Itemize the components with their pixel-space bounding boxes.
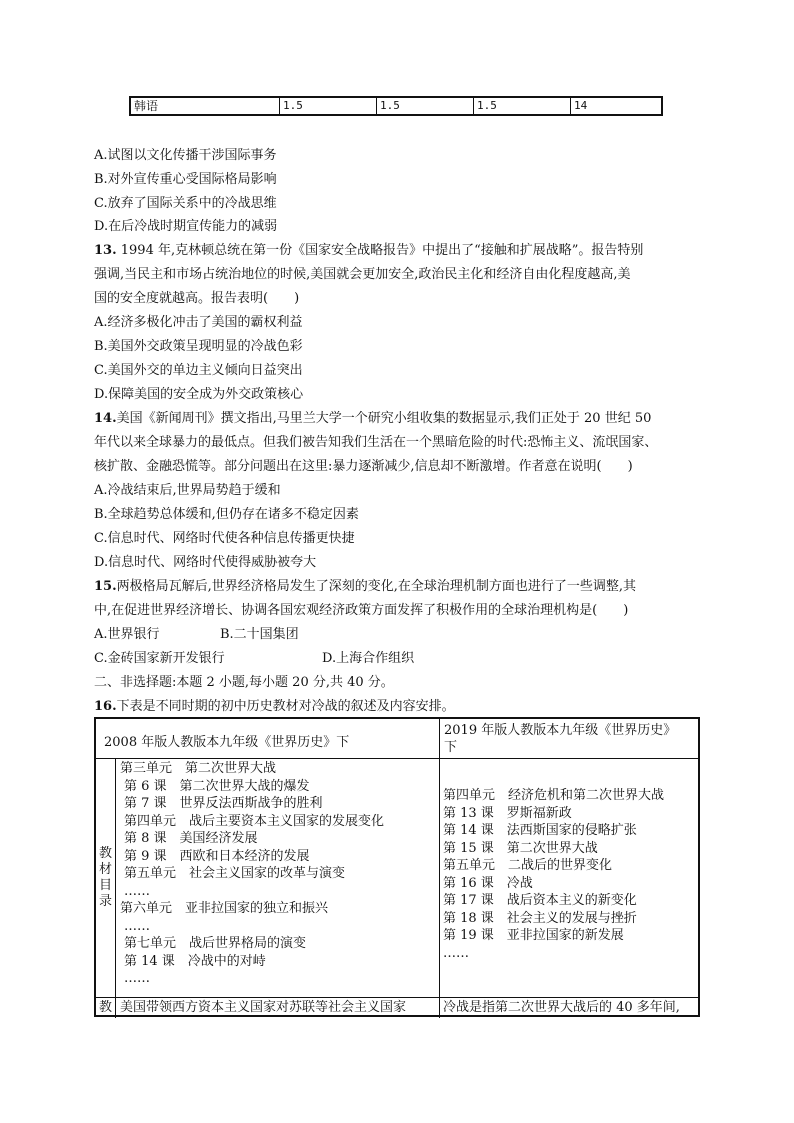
- section-heading: 二、非选择题:本题 2 小题,每小题 20 分,共 40 分。: [94, 675, 394, 690]
- q12-option-d: D.在后冷战时期宣传能力的减弱: [94, 219, 278, 234]
- list-item: 第 19 课 亚非拉国家的新发展: [443, 928, 624, 943]
- table-cell: 1.5: [280, 97, 377, 115]
- table-row-content: [96, 997, 698, 1017]
- list-item: 第 8 课 美国经济发展: [124, 831, 258, 846]
- table-cell: 14: [571, 97, 663, 115]
- list-item: 第 15 课 第二次世界大战: [443, 840, 598, 856]
- list-item: 第 6 课 第二次世界大战的爆发: [124, 778, 310, 794]
- q13-number: 13.: [94, 243, 117, 258]
- list-item: 第 7 课 世界反法西斯战争的胜利: [124, 796, 323, 811]
- list-item: 第五单元 二战后的世界变化: [443, 858, 613, 873]
- q16-stem: [94, 697, 455, 717]
- language-table: [129, 96, 663, 116]
- q15-option-a: A.世界银行: [94, 627, 160, 642]
- q13-stem-line-2: 强调,当民主和市场占统治地位的时候,美国就会更加安全,政治民主化和经济自由化程度越高,美: [94, 267, 631, 282]
- q15-stem-text: 两极格局瓦解后,世界经济格局发生了深刻的变化,在全球治理机制方面也进行了一些调整,其: [116, 579, 637, 594]
- q14-stem-line-2: 年代以来全球暴力的最低点。但我们被告知我们生活在一个黑暗危险的时代:恐怖主义、流氓国家、: [94, 435, 658, 450]
- q16-number: 16.: [94, 699, 117, 714]
- list-item: 第 14 课 冷战中的对峙: [124, 953, 266, 969]
- list-item: 第三单元 第二次世界大战: [120, 761, 277, 776]
- list-item: 第四单元 经济危机和第二次世界大战: [443, 788, 665, 803]
- list-item: ……: [124, 918, 150, 934]
- q13-option-d: D.保障美国的安全成为外交政策核心: [94, 387, 304, 402]
- list-item: 第 18 课 社会主义的发展与挫折: [443, 910, 637, 926]
- q14-option-b: B.全球趋势总体缓和,但仍存在诸多不稳定因素: [94, 507, 359, 522]
- table-header-2019: [440, 719, 698, 759]
- q13-stem-line-1: [94, 241, 643, 261]
- table-cell: 1.5: [474, 97, 571, 115]
- content-2019-cell: 冷战是指第二次世界大战后的 40 多年间,: [443, 1000, 680, 1015]
- q13-stem-line-3: 国的安全度就越高。报告表明( ): [94, 291, 300, 306]
- row-label-content: 教: [96, 998, 116, 1018]
- table-header-2019-line-2: 下: [444, 740, 458, 755]
- list-item: 第 14 课 法西斯国家的侵略扩张: [443, 823, 637, 838]
- q15-option-b: B.二十国集团: [220, 627, 299, 642]
- q14-number: 14.: [94, 411, 117, 426]
- table-header-2019-line-1: 2019 年版人教版本九年级《世界历史》: [444, 723, 677, 738]
- table-cell: 韩语: [130, 97, 280, 115]
- q14-option-d: D.信息时代、网络时代使得威胁被夸大: [94, 555, 317, 570]
- q13-option-a: A.经济多极化冲击了美国的霸权利益: [94, 315, 303, 330]
- content-2008-cell: 美国带领西方资本主义国家对苏联等社会主义国家: [116, 998, 440, 1018]
- textbook-comparison-table: [94, 717, 700, 1017]
- list-item: 第 16 课 冷战: [443, 875, 533, 891]
- q13-option-b: B.美国外交政策呈现明显的冷战色彩: [94, 339, 303, 354]
- row-label-catalog: [96, 759, 116, 997]
- q15-stem-line-1: [94, 577, 636, 597]
- q15-option-d: D.上海合作组织: [322, 651, 415, 666]
- list-item: 第四单元 战后主要资本主义国家的发展变化: [124, 813, 385, 829]
- row-label-char: 目: [98, 878, 112, 893]
- catalog-2019-list: [440, 759, 698, 997]
- row-label-char: 录: [98, 894, 112, 909]
- list-item: 第 13 课 罗斯福新政: [443, 805, 572, 821]
- row-label-char: 材: [98, 862, 112, 877]
- list-item: ……: [124, 971, 150, 986]
- q14-option-c: C.信息时代、网络时代使各种信息传播更快捷: [94, 531, 355, 546]
- q12-option-a: A.试图以文化传播干涉国际事务: [94, 148, 277, 163]
- q16-stem-text: 下表是不同时期的初中历史教材对冷战的叙述及内容安排。: [116, 699, 455, 714]
- table-row: [130, 97, 662, 115]
- list-item: 第 17 课 战后资本主义的新变化: [443, 893, 637, 908]
- list-item: ……: [124, 883, 150, 899]
- q15-number: 15.: [94, 579, 117, 594]
- q14-stem-line-3: 核扩散、金融恐慌等。部分问题出在这里:暴力逐渐减少,信息却不断激增。作者意在说明( ): [94, 459, 633, 474]
- q14-stem-text: 美国《新闻周刊》撰文指出,马里兰大学一个研究小组收集的数据显示,我们正处于 20 世纪 50: [116, 411, 652, 426]
- q15-stem-line-2: 中,在促进世界经济增长、协调各国宏观经济政策方面发挥了积极作用的全球治理机构是( ): [94, 603, 629, 618]
- table-cell: 1.5: [377, 97, 474, 115]
- q13-stem-text: 1994 年,克林顿总统在第一份《国家安全战略报告》中提出了“接触和扩展战略”。报告特别: [120, 243, 644, 258]
- list-item: 第五单元 社会主义国家的改革与演变: [124, 866, 346, 881]
- q15-option-c: C.金砖国家新开发银行: [94, 651, 225, 666]
- table-header-2008: 2008 年版人教版本九年级《世界历史》下: [96, 719, 440, 759]
- list-item: 第 9 课 西欧和日本经济的发展: [124, 848, 310, 864]
- q12-option-b: B.对外宣传重心受国际格局影响: [94, 172, 277, 187]
- list-item: 第六单元 亚非拉国家的独立和振兴: [120, 901, 329, 916]
- q14-option-a: A.冷战结束后,世界局势趋于缓和: [94, 483, 281, 498]
- list-item: ……: [443, 945, 469, 961]
- row-label-char: 教: [98, 846, 112, 861]
- q12-option-c: C.放弃了国际关系中的冷战思维: [94, 196, 277, 211]
- catalog-2008-list: [116, 759, 440, 997]
- q13-option-c: C.美国外交的单边主义倾向日益突出: [94, 363, 303, 378]
- list-item: 第七单元 战后世界格局的演变: [124, 936, 307, 951]
- q14-stem-line-1: [94, 409, 651, 429]
